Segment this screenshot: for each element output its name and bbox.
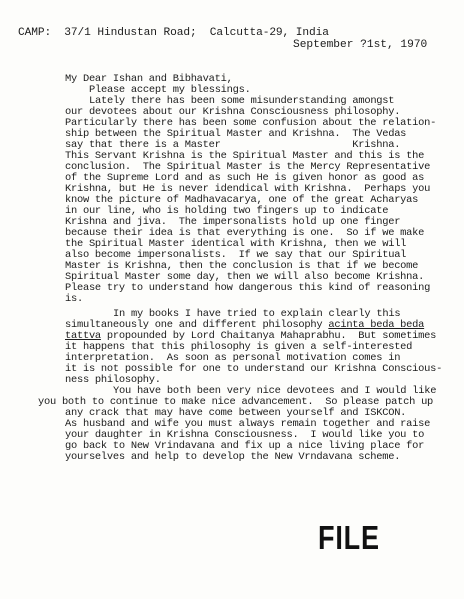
body-line: of the Supreme Lord and as such He is given honor as good as (65, 172, 425, 184)
salutation: My Dear Ishan and Bibhavati, (65, 73, 233, 85)
body-line: simultaneously one and different philosophy acinta beda beda (65, 319, 425, 331)
body-line: You have both been very nice devotees and I would like (113, 385, 437, 397)
body-line: As husband and wife you must always remain together and raise (65, 418, 431, 430)
date-line: September ?1st, 1970 (293, 39, 428, 51)
body-line: go back to New Vrindavana and fix up a nice living place for (65, 440, 425, 452)
file-stamp: FILE (318, 519, 380, 556)
body-line: ness philosophy. (65, 374, 161, 386)
sanskrit-term: tattva (65, 330, 101, 342)
body-line: Spiritual Master some day, then we will also become Krishna. (65, 271, 425, 283)
body-line: it happens that this philosophy is given a self-interested (65, 341, 413, 353)
address-line: CAMP: 37/1 Hindustan Road; Calcutta-29, India (18, 27, 329, 39)
body-line: yourselves and help to develop the New Vrndavana scheme. (65, 451, 401, 463)
body-line: your daughter in Krishna Consciousness. I would like you to (65, 429, 425, 441)
body-line: our devotees about our Krishna Consciousness philosophy. (65, 106, 401, 118)
sanskrit-term: acinta beda beda (328, 319, 425, 331)
body-line: also become impersonalists. If we say that our Spiritual (65, 249, 407, 261)
body-line: conclusion. The Spiritual Master is the Mercy Representative (65, 161, 431, 173)
body-line: any crack that may have come between yourself and ISKCON. (65, 407, 407, 419)
body-line: Master is Krishna, then the conclusion is that if we become (65, 260, 419, 272)
body-line: Krishna, but He is never idendical with Krishna. Perhaps you (65, 183, 431, 195)
blessing-line: Please accept my blessings. (89, 84, 251, 96)
body-line: Please try to understand how dangerous this kind of reasoning (65, 282, 431, 294)
body-line: ship between the Spiritual Master and Krishna. The Vedas (65, 128, 407, 140)
body-line: In my books I have tried to explain clearly this (113, 308, 401, 320)
body-line: is. (65, 293, 83, 305)
body-line: This Servant Krishna is the Spiritual Master and this is the (65, 150, 425, 162)
body-line: know the picture of Madhavacarya, one of the great Acharyas (65, 194, 419, 206)
body-line: tattva propounded by Lord Chaitanya Mahaprabhu. But sometimes (65, 330, 437, 342)
body-line: interpretation. As soon as personal motivation comes in (65, 352, 401, 364)
body-line: Krishna and jiva. The impersonalists hold up one finger (65, 216, 401, 228)
body-line: Lately there has been some misunderstanding amongst (89, 95, 395, 107)
body-line: the Spiritual Master identical with Krishna, then we will (65, 238, 407, 250)
body-line: it is not possible for one to understand our Krishna Conscious- (65, 363, 443, 375)
body-line: you both to continue to make nice advancement. So please patch up (38, 396, 434, 408)
body-line: in our line, who is holding two fingers up to indicate (65, 205, 389, 217)
body-line: Particularly there has been some confusion about the relation- (65, 117, 437, 129)
body-line: say that there is a Master Krishna. (65, 139, 401, 151)
body-line: because their idea is that everything is one. So if we make (65, 227, 425, 239)
